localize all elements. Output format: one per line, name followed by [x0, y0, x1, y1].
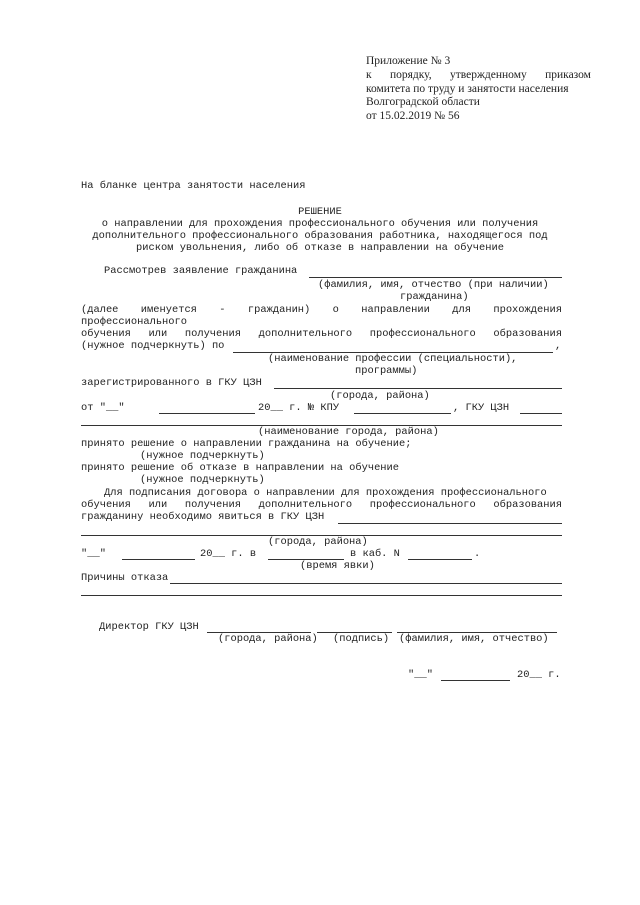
- date-room-line: [408, 559, 472, 560]
- decision-subtitle-2: дополнительного профессионального образования работника, находящегося под: [92, 230, 548, 242]
- decision-subtitle-3: риском увольнения, либо об отказе в направлении на обучение: [136, 242, 504, 254]
- considered-label: Рассмотрев заявление гражданина: [104, 265, 298, 277]
- comma: ,: [555, 340, 562, 352]
- date-year-label: 20__ г. в: [200, 548, 257, 560]
- kpu-line: [354, 413, 451, 414]
- appendix-line-1: [366, 70, 591, 82]
- decision-sent: принято решение о направлении гражданина на обучение;: [81, 438, 412, 450]
- refusal-reasons-label: Причины отказа: [81, 572, 169, 584]
- word: профессионального: [369, 328, 476, 340]
- gku-czn-line: [520, 413, 562, 414]
- date-month-line: [122, 559, 195, 560]
- decision-heading: РЕШЕНИЕ: [298, 206, 342, 218]
- word: прохождения: [493, 304, 562, 316]
- director-label: Директор ГКУ ЦЗН: [99, 621, 199, 633]
- word: -: [219, 304, 226, 316]
- registered-line: [274, 388, 562, 389]
- word: (далее: [81, 304, 119, 316]
- word: профессионального: [369, 499, 476, 511]
- training-line: [81, 329, 562, 339]
- refusal-line-1: [170, 583, 562, 584]
- period: .: [474, 548, 481, 560]
- appendix-title: Приложение № 3: [366, 55, 451, 67]
- word: образования: [493, 328, 562, 340]
- word: гражданин): [247, 304, 311, 316]
- registered-label: зарегистрированного в ГКУ ЦЗН: [81, 377, 262, 389]
- from-date-prefix: от "__": [81, 402, 125, 414]
- appendix-word: к: [366, 69, 372, 81]
- hint-fio-1: (фамилия, имя, отчество (при наличии): [318, 279, 549, 291]
- word: образования: [493, 499, 562, 511]
- hint-city-2: (города, района): [268, 536, 368, 548]
- appendix-line-4: от 15.02.2019 № 56: [366, 110, 460, 122]
- date-prefix: "__": [81, 548, 106, 560]
- sign-date-month-line: [441, 680, 510, 681]
- hint-sign-fio: (фамилия, имя, отчество): [399, 633, 549, 645]
- word: получения: [184, 328, 241, 340]
- gku-czn-label: , ГКУ ЦЗН: [453, 402, 510, 414]
- hint-time: (время явки): [300, 560, 375, 572]
- blank-note: На бланке центра занятости населения: [81, 180, 306, 192]
- contract-gku-line: [338, 523, 562, 524]
- hint-underline-2: (нужное подчеркнуть): [140, 474, 265, 486]
- hint-sign-city: (города, района): [218, 633, 318, 645]
- sign-date-prefix: "__": [408, 669, 433, 681]
- appendix-word: порядку,: [389, 69, 432, 81]
- date-room-label: в каб. N: [350, 548, 400, 560]
- refusal-line-2: [81, 595, 562, 596]
- hint-fio-2: гражданина): [400, 291, 469, 303]
- fio-line: [309, 277, 562, 278]
- hint-sign: (подпись): [333, 633, 390, 645]
- word: обучения: [81, 328, 131, 340]
- year-kpu-label: 20__ г. № КПУ: [258, 402, 340, 414]
- appendix-word: приказом: [545, 69, 591, 81]
- contract-line-3: гражданину необходимо явиться в ГКУ ЦЗН: [81, 511, 325, 523]
- word: получения: [184, 499, 241, 511]
- decision-refused: принято решение об отказе в направлении на обучение: [81, 462, 400, 474]
- appendix-word: утвержденному: [449, 69, 527, 81]
- word: направлении: [361, 304, 430, 316]
- word: дополнительного: [258, 499, 353, 511]
- appendix-line-2: комитета по труду и занятости населения: [366, 83, 569, 95]
- word: для: [452, 304, 471, 316]
- underline-choice-label: (нужное подчеркнуть) по: [81, 340, 225, 352]
- sign-date-year: 20__ г.: [517, 669, 561, 681]
- hint-profession-1: (наименование профессии (специальности),: [268, 353, 518, 365]
- hint-city-name: (наименование города, района): [258, 426, 439, 438]
- word: именуется: [140, 304, 197, 316]
- appendix-line-3: Волгоградской области: [366, 96, 480, 108]
- hint-city-1: (города, района): [330, 390, 430, 402]
- prof-line: профессионального: [81, 316, 188, 328]
- further-line: [81, 305, 562, 315]
- word: или: [148, 328, 168, 340]
- word: обучения: [81, 499, 131, 511]
- from-date-month-line: [159, 413, 255, 414]
- contract-line-2: [81, 500, 562, 510]
- word: дополнительного: [258, 328, 353, 340]
- contract-line-1: Для подписания договора о направлении для прохождения профессионального: [104, 487, 547, 499]
- word: или: [148, 499, 168, 511]
- word: о: [332, 304, 339, 316]
- hint-profession-2: программы): [355, 365, 418, 377]
- decision-subtitle-1: о направлении для прохождения профессионального обучения или получения: [101, 218, 539, 230]
- hint-underline-1: (нужное подчеркнуть): [140, 450, 265, 462]
